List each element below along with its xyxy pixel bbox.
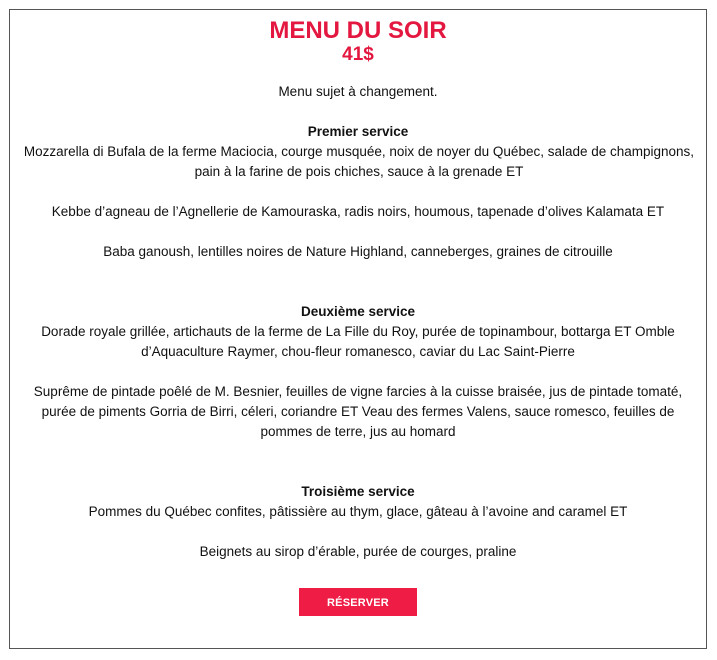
dish-item: Pommes du Québec confites, pâtissière au thym, glace, gâteau à l’avoine and caramel ET: [88, 504, 628, 519]
menu-price: 41$: [342, 44, 374, 65]
dish-item: Baba ganoush, lentilles noires de Nature Highland, canneberges, graines de citrouille: [103, 244, 613, 259]
spacer: [10, 222, 706, 242]
section-title-deuxieme: Deuxième service: [300, 304, 416, 319]
menu-content: [10, 10, 706, 616]
menu-note: Menu sujet à changement.: [278, 84, 438, 99]
spacer: [10, 102, 706, 122]
spacer: [10, 362, 706, 382]
section-title-troisieme: Troisième service: [301, 484, 415, 499]
dish-item: Dorade royale grillée, artichauts de la ferme de La Fille du Roy, purée de topinambour, bottarga ET Omble d’Aquaculture Raymer, chou-fleur romanesco, caviar du Lac Saint-Pierre: [41, 324, 675, 359]
menu-card: [9, 9, 707, 649]
reserve-wrap: [10, 562, 706, 616]
dish-item: Beignets au sirop d’érable, purée de courges, praline: [199, 544, 517, 559]
menu-title: MENU DU SOIR: [269, 17, 447, 44]
spacer: [10, 182, 706, 202]
dish-item: Kebbe d’agneau de l’Agnellerie de Kamouraska, radis noirs, houmous, tapenade d’olives Kalamata ET: [51, 204, 665, 219]
dish-item: Mozzarella di Bufala de la ferme Maciocia, courge musquée, noix de noyer du Québec, salade de champignons, pain à la farine de pois chiches, sauce à la grenade ET: [23, 144, 695, 179]
spacer: [10, 522, 706, 542]
reserve-button[interactable]: RÉSERVER: [299, 588, 417, 616]
spacer: [10, 262, 706, 302]
spacer: [10, 442, 706, 482]
dish-item: Suprême de pintade poêlé de M. Besnier, feuilles de vigne farcies à la cuisse braisée, jus de pintade tomaté, purée de piments Gorria de Birri, céleri, coriandre ET Veau des fermes Valens, sauce romesco, feuilles de pommes de terre, jus au homard: [33, 384, 683, 439]
section-title-premier: Premier service: [307, 124, 409, 139]
